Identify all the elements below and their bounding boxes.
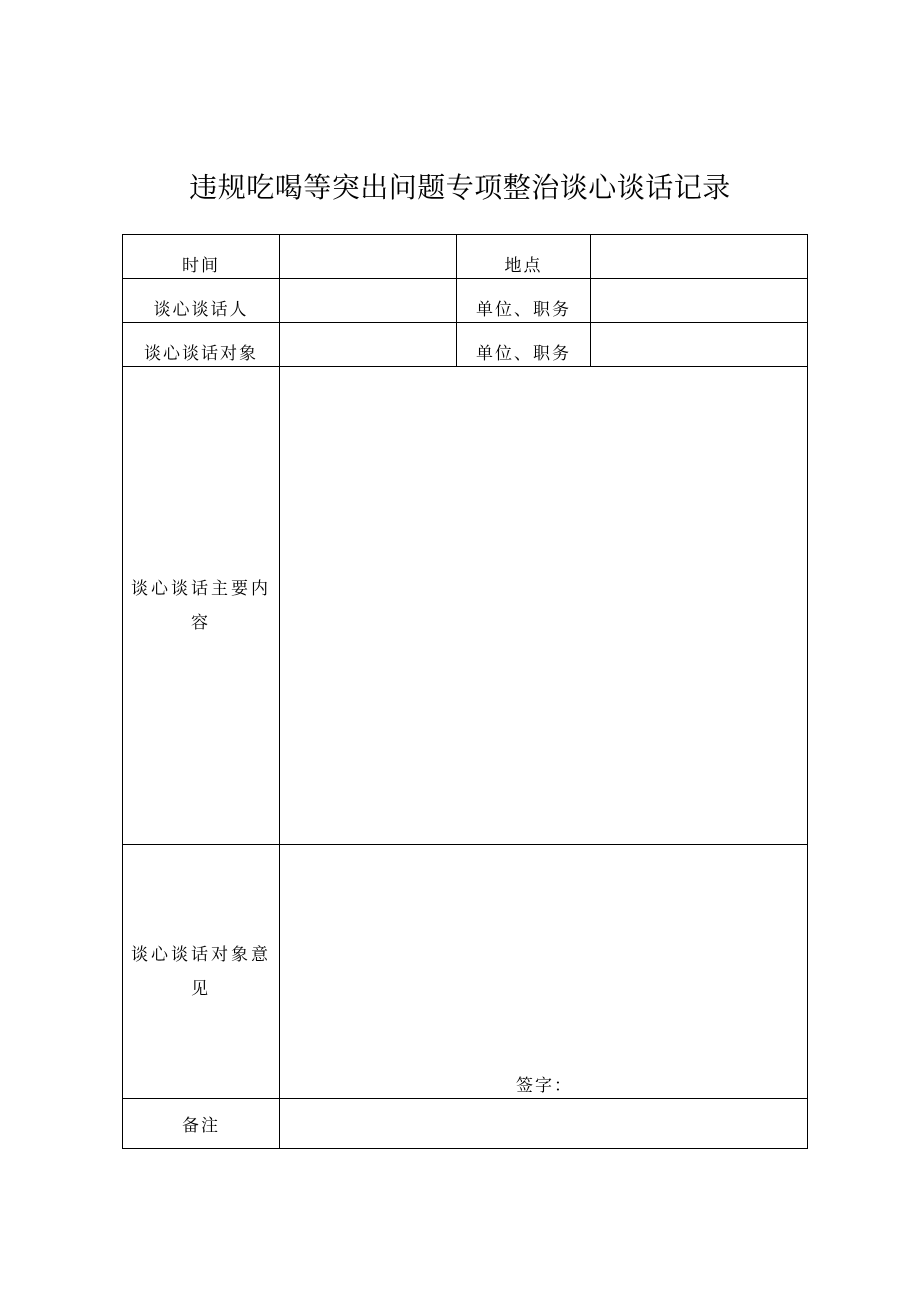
opinion-label: 谈心谈话对象意见 [123,845,280,1099]
time-label: 时间 [123,235,280,279]
talker-label: 谈心谈话人 [123,279,280,323]
talk-record-form [122,234,808,1149]
content-label: 谈心谈话主要内容 [123,367,280,845]
opinion-field[interactable] [280,845,808,1099]
time-field[interactable] [280,235,457,279]
target-unit-field[interactable] [591,323,808,367]
target-label: 谈心谈话对象 [123,323,280,367]
signature-label: 签字： [516,1076,573,1096]
content-field[interactable] [280,367,808,845]
document-title: 违规吃喝等突出问题专项整治谈心谈话记录 [189,171,731,204]
remark-label: 备注 [123,1099,280,1149]
talker-unit-label: 单位、职务 [457,279,591,323]
target-field[interactable] [280,323,457,367]
place-field[interactable] [591,235,808,279]
remark-field[interactable] [280,1099,808,1149]
talker-field[interactable] [280,279,457,323]
target-unit-label: 单位、职务 [457,323,591,367]
talker-unit-field[interactable] [591,279,808,323]
place-label: 地点 [457,235,591,279]
